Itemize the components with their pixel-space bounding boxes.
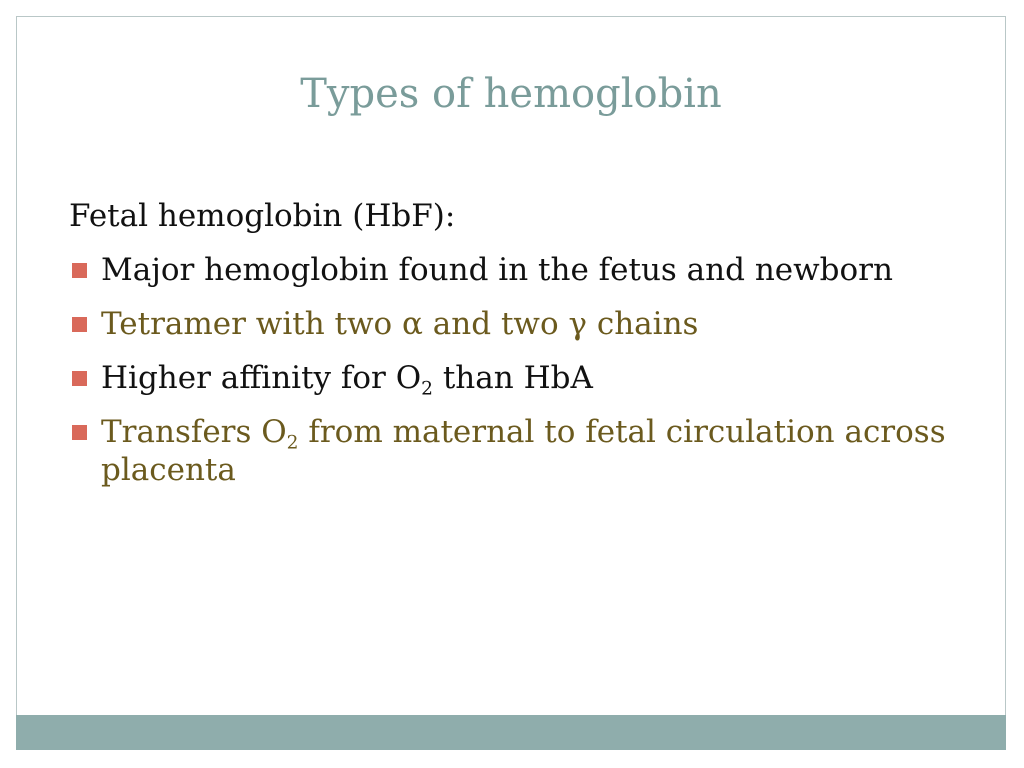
footer-bar xyxy=(16,715,1006,750)
slide-title: Types of hemoglobin xyxy=(300,71,722,117)
bullet-text: Major hemoglobin found in the fetus and newborn xyxy=(101,252,893,288)
square-bullet-icon xyxy=(72,425,87,440)
bullet-item xyxy=(69,359,999,400)
subscript: 2 xyxy=(286,432,299,454)
bullet-text: Transfers O xyxy=(101,414,287,450)
bullet-text-cont: from maternal to fetal circulation across placenta xyxy=(101,414,946,488)
bullet-text-cont: than HbA xyxy=(432,360,593,396)
bullet-text: Higher affinity for O xyxy=(101,360,422,396)
bullet-item xyxy=(69,305,999,343)
bullet-item xyxy=(69,251,999,289)
bullet-item xyxy=(69,413,999,489)
bullet-text: Tetramer with two α and two γ chains xyxy=(101,306,699,342)
square-bullet-icon xyxy=(72,263,87,278)
intro-text: Fetal hemoglobin (HbF): xyxy=(69,198,456,234)
square-bullet-icon xyxy=(72,371,87,386)
bullet-list xyxy=(69,251,999,489)
square-bullet-icon xyxy=(72,317,87,332)
subscript: 2 xyxy=(421,378,433,400)
slide-body xyxy=(69,197,999,505)
slide xyxy=(16,16,1006,750)
